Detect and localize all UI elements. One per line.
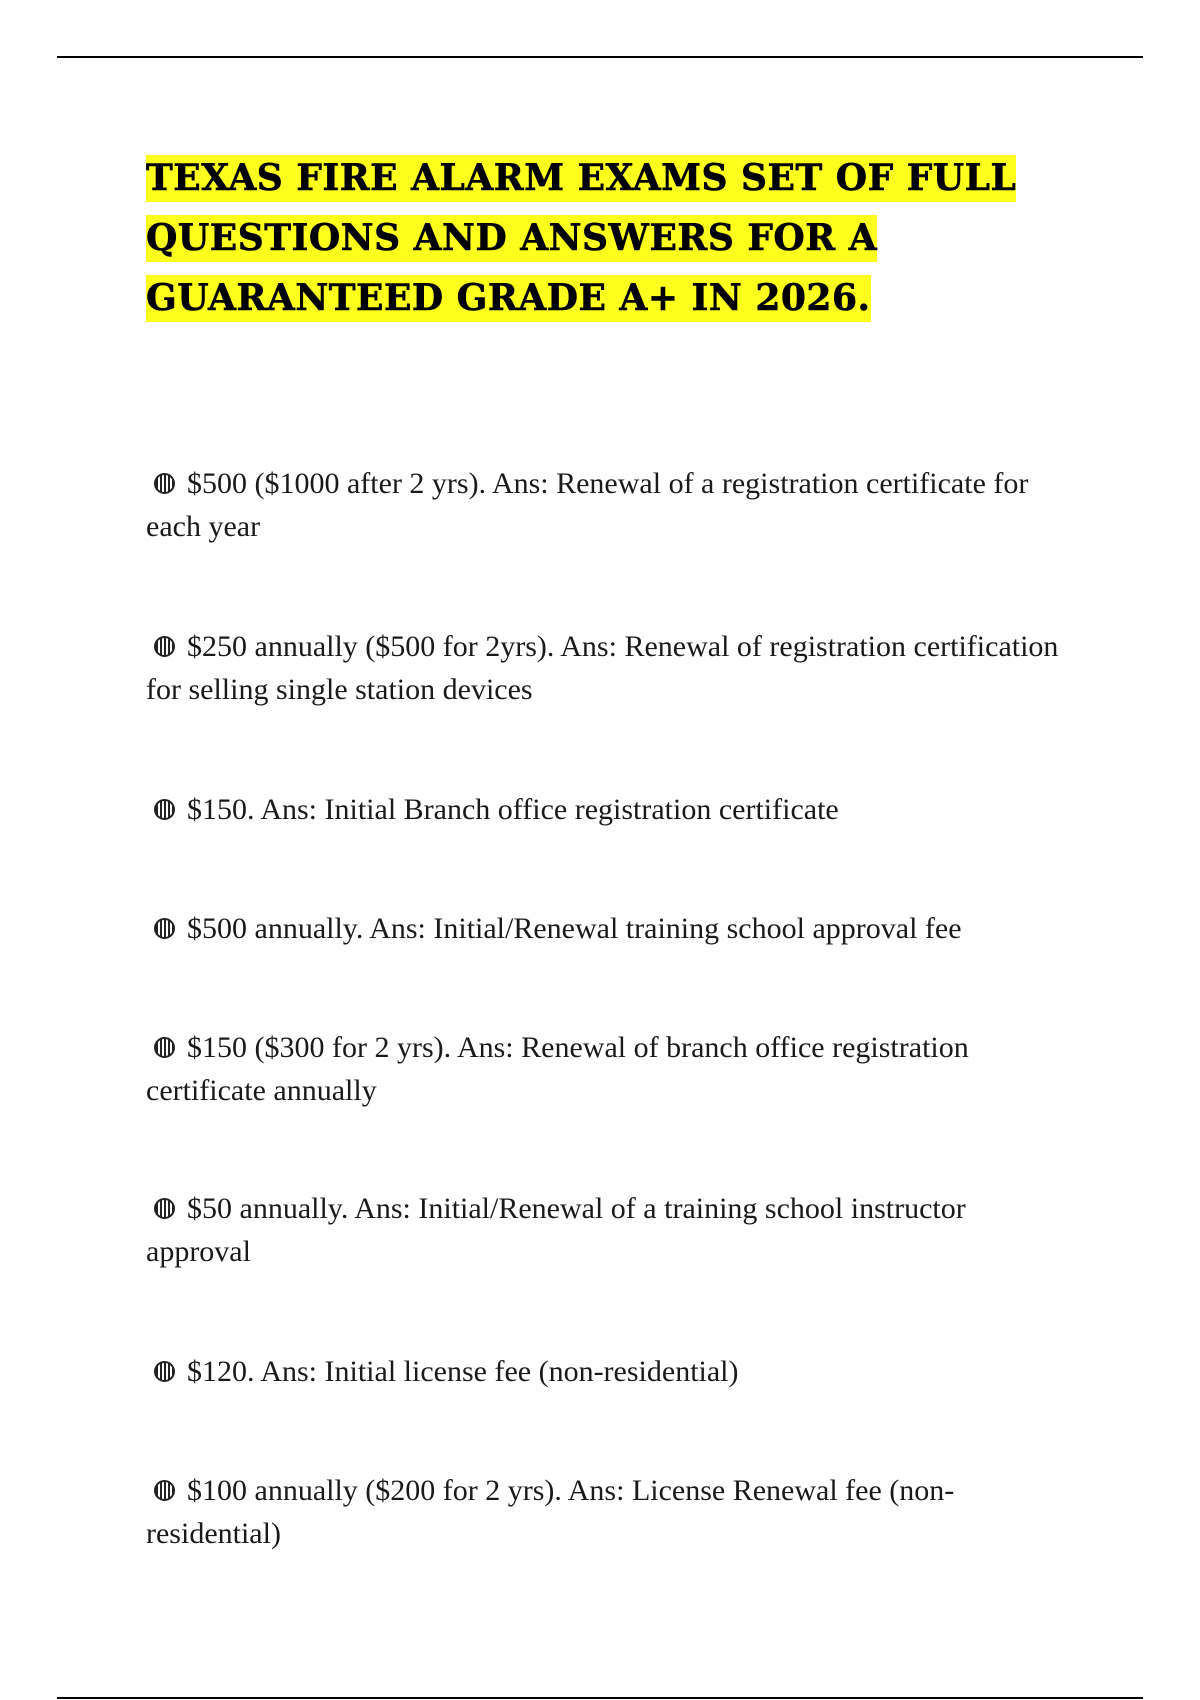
qa-item-text: $50 annually. Ans: Initial/Renewal of a training school instructor approval: [146, 1192, 966, 1268]
striped-circle-bullet-icon: [154, 1198, 175, 1219]
striped-circle-bullet-icon: [154, 1361, 175, 1382]
striped-circle-bullet-icon: [154, 918, 175, 939]
striped-circle-bullet-icon: [154, 473, 175, 494]
top-rule: [57, 56, 1143, 58]
qa-item-text: $100 annually ($200 for 2 yrs). Ans: License Renewal fee (non-residential): [146, 1474, 955, 1550]
qa-item-5: [146, 1026, 1066, 1112]
qa-item-text: $150 ($300 for 2 yrs). Ans: Renewal of branch office registration certificate annually: [146, 1031, 969, 1107]
qa-item-1: [146, 462, 1066, 548]
document-title: [146, 148, 1046, 328]
qa-item-6: [146, 1187, 1066, 1273]
striped-circle-bullet-icon: [154, 636, 175, 657]
qa-item-text: $120. Ans: Initial license fee (non-residential): [187, 1355, 739, 1388]
qa-item-3: [146, 788, 1066, 831]
bottom-rule: [57, 1697, 1143, 1699]
document-title-text: TEXAS FIRE ALARM EXAMS SET OF FULL QUESTIONS AND ANSWERS FOR A GUARANTEED GRADE A+ IN 2026.: [146, 155, 1016, 322]
qa-item-8: [146, 1469, 1066, 1555]
qa-item-7: [146, 1350, 1066, 1393]
qa-item-4: [146, 907, 1066, 950]
qa-item-text: $500 annually. Ans: Initial/Renewal training school approval fee: [187, 912, 962, 945]
striped-circle-bullet-icon: [154, 1480, 175, 1501]
qa-item-text: $150. Ans: Initial Branch office registration certificate: [187, 793, 839, 826]
striped-circle-bullet-icon: [154, 799, 175, 820]
qa-item-text: $500 ($1000 after 2 yrs). Ans: Renewal of a registration certificate for each year: [146, 467, 1029, 543]
qa-item-text: $250 annually ($500 for 2yrs). Ans: Renewal of registration certification for selling single station devices: [146, 630, 1059, 706]
qa-item-2: [146, 625, 1066, 711]
striped-circle-bullet-icon: [154, 1037, 175, 1058]
